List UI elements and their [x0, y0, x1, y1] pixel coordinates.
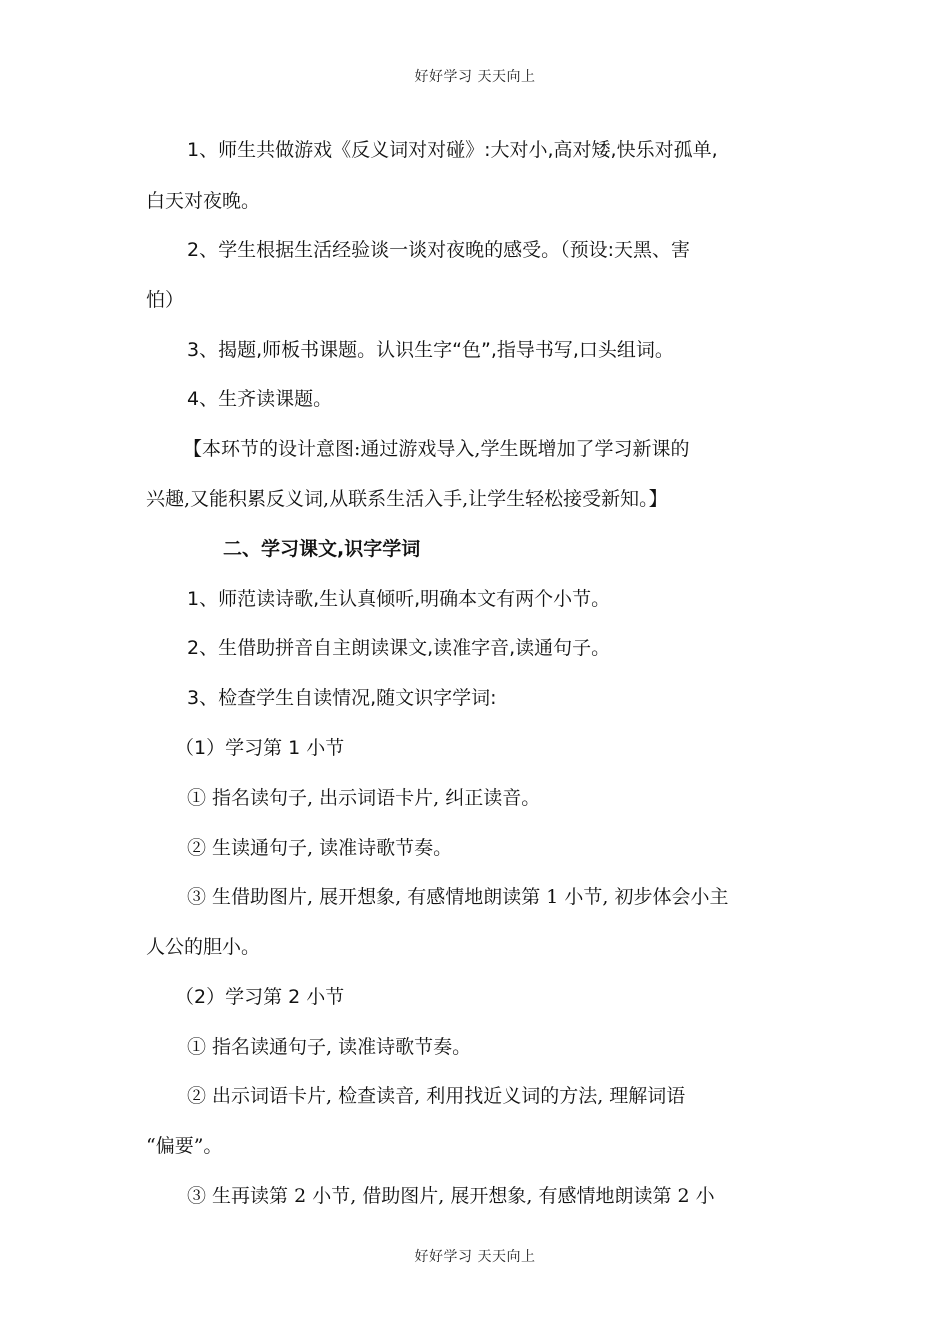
- list-item: “偏要”。: [146, 1135, 223, 1157]
- page-header: 好好学习 天天向上: [414, 69, 536, 85]
- paragraph-line: 2、学生根据生活经验谈一谈对夜晚的感受。（预设:天黑、害: [187, 239, 690, 261]
- paragraph-line: 1、师范读诗歌,生认真倾听,明确本文有两个小节。: [187, 588, 611, 610]
- list-item: ② 出示词语卡片, 检查读音, 利用找近义词的方法, 理解词语: [187, 1085, 686, 1107]
- list-item: ③ 生再读第 2 小节, 借助图片, 展开想象, 有感情地朗读第 2 小: [187, 1185, 715, 1207]
- list-item: 人公的胆小。: [146, 936, 261, 958]
- paragraph-line: 4、生齐读课题。: [187, 388, 333, 410]
- subsection-heading: （2）学习第 2 小节: [175, 986, 345, 1008]
- list-item: ① 指名读通句子, 读准诗歌节奏。: [187, 1036, 472, 1058]
- paragraph-line: 3、检查学生自读情况,随文识字学词:: [187, 687, 497, 709]
- list-item: ③ 生借助图片, 展开想象, 有感情地朗读第 1 小节, 初步体会小主: [187, 886, 729, 908]
- list-item: ② 生读通句子, 读准诗歌节奏。: [187, 837, 453, 859]
- subsection-heading: （1）学习第 1 小节: [175, 737, 345, 759]
- paragraph-line: 白天对夜晚。: [146, 190, 261, 212]
- page-footer: 好好学习 天天向上: [414, 1249, 536, 1265]
- paragraph-line: 怕）: [146, 289, 185, 311]
- list-item: ① 指名读句子, 出示词语卡片, 纠正读音。: [187, 787, 541, 809]
- design-intent-line: 兴趣,又能积累反义词,从联系生活入手,让学生轻松接受新知。】: [146, 488, 668, 510]
- paragraph-line: 1、师生共做游戏《反义词对对碰》:大对小,高对矮,快乐对孤单,: [187, 139, 718, 161]
- paragraph-line: 3、揭题,师板书课题。认识生字“色”,指导书写,口头组词。: [187, 339, 674, 361]
- design-intent-line: 【本环节的设计意图:通过游戏导入,学生既增加了学习新课的: [183, 438, 690, 460]
- section-heading: 二、学习课文,识字学词: [223, 538, 421, 560]
- paragraph-line: 2、生借助拼音自主朗读课文,读准字音,读通句子。: [187, 637, 611, 659]
